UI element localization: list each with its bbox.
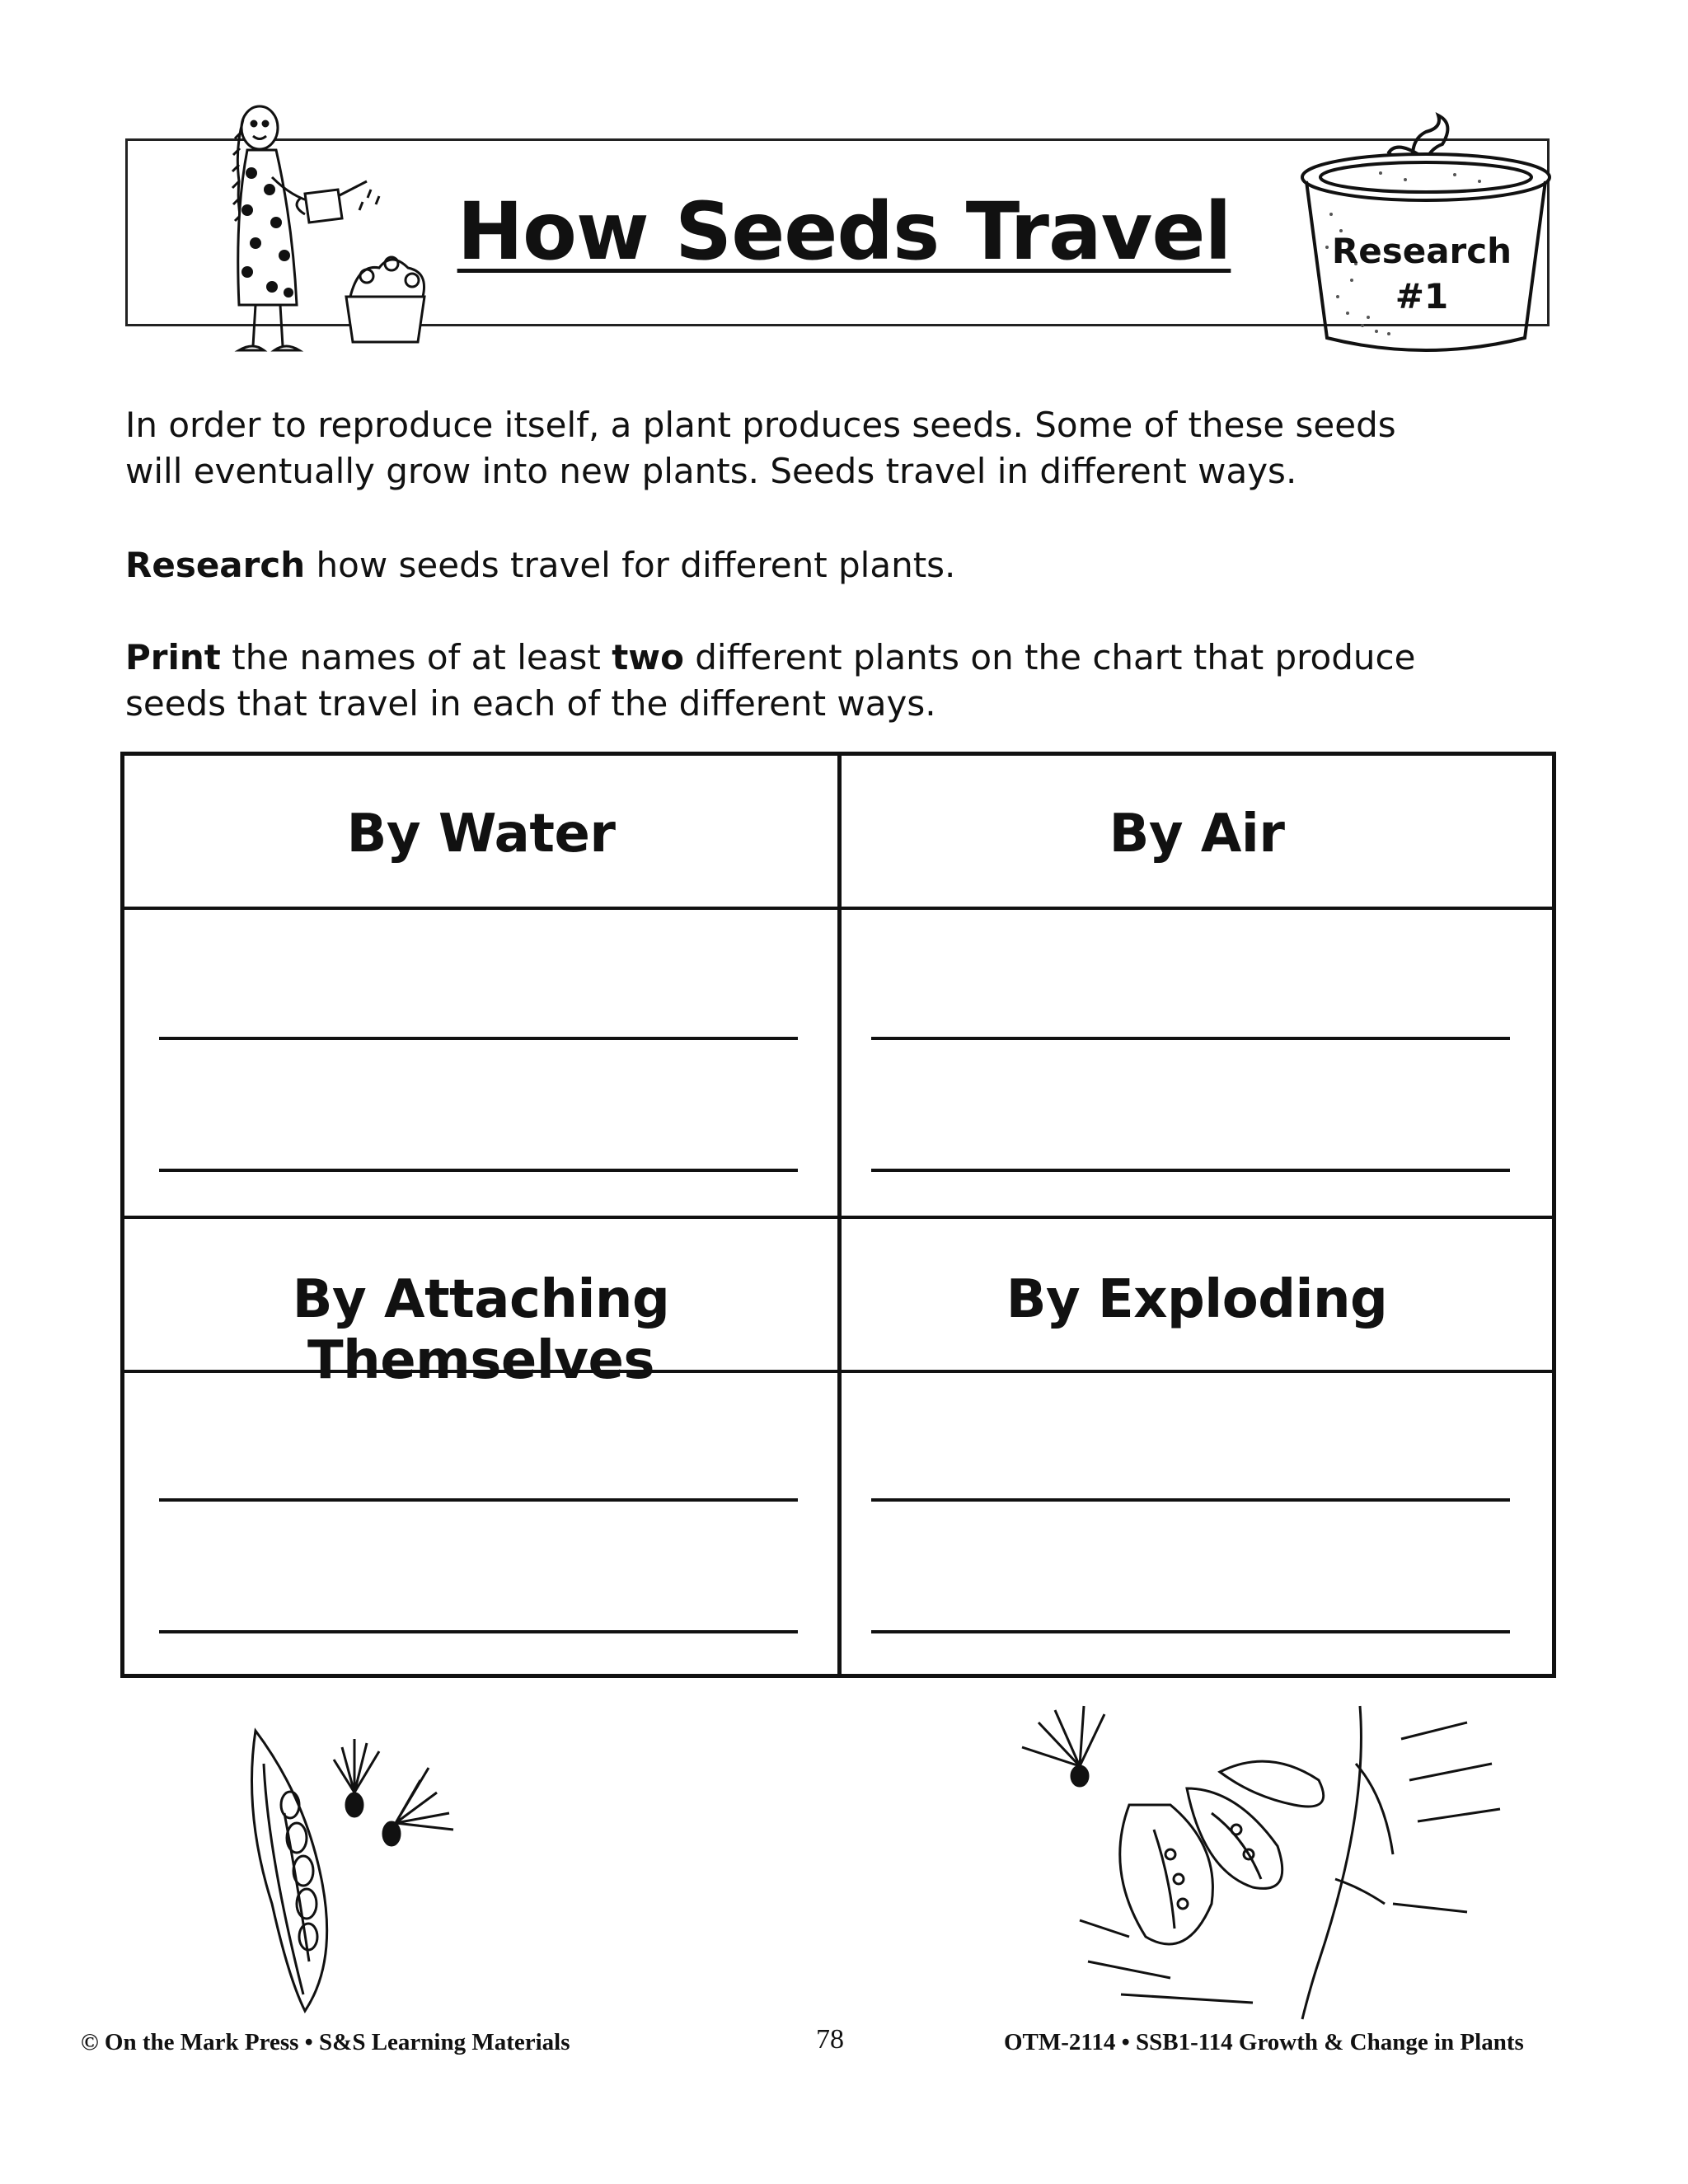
chart-header-by-attaching: By Attaching Themselves bbox=[292, 1269, 670, 1391]
answer-line-air-2[interactable] bbox=[871, 1169, 1510, 1172]
answer-line-attaching-2[interactable] bbox=[159, 1630, 798, 1633]
print-instruction-line-1 bbox=[125, 635, 1543, 681]
chart-header-by-air: By Air bbox=[1109, 804, 1285, 865]
footer-copyright: © On the Mark Press • S&S Learning Materials bbox=[81, 2029, 570, 2055]
milkweed-pods-illustration-right bbox=[1006, 1690, 1517, 2036]
chart-divider-vertical bbox=[837, 752, 842, 1678]
research-instruction bbox=[125, 542, 1543, 588]
intro-line-2: will eventually grow into new plants. Seeds travel in different ways. bbox=[125, 451, 1297, 491]
chart-divider-row-1 bbox=[120, 907, 1556, 910]
research-badge-label: Research bbox=[1331, 231, 1512, 271]
chart-header-by-water: By Water bbox=[346, 804, 616, 865]
answer-line-water-1[interactable] bbox=[159, 1037, 798, 1040]
research-instruction-text: how seeds travel for different plants. bbox=[305, 545, 956, 585]
intro-line-1: In order to reproduce itself, a plant produces seeds. Some of these seeds bbox=[125, 405, 1396, 445]
answer-line-air-1[interactable] bbox=[871, 1037, 1510, 1040]
print-instruction-line-2: seeds that travel in each of the different ways. bbox=[125, 683, 936, 724]
print-keyword: Print bbox=[125, 637, 221, 677]
print-instruction-text-b: different plants on the chart that produce bbox=[683, 637, 1416, 677]
research-keyword: Research bbox=[125, 545, 306, 585]
answer-line-attaching-1[interactable] bbox=[159, 1498, 798, 1502]
two-keyword: two bbox=[612, 637, 684, 677]
footer-page-number: 78 bbox=[816, 2024, 844, 2055]
research-badge-number: #1 bbox=[1395, 276, 1449, 316]
chart-divider-row-2 bbox=[120, 1216, 1556, 1219]
seed-pod-illustration-left bbox=[239, 1714, 511, 2019]
print-instruction bbox=[125, 635, 1543, 727]
intro-paragraph bbox=[125, 402, 1543, 494]
page-title: How Seeds Travel bbox=[457, 185, 1231, 278]
print-instruction-text-a: the names of at least bbox=[220, 637, 612, 677]
answer-line-exploding-2[interactable] bbox=[871, 1630, 1510, 1633]
answer-line-water-2[interactable] bbox=[159, 1169, 798, 1172]
answer-line-exploding-1[interactable] bbox=[871, 1498, 1510, 1502]
chart-header-by-exploding: By Exploding bbox=[1006, 1269, 1388, 1330]
footer-product-code: OTM-2114 • SSB1-114 Growth & Change in Plants bbox=[1004, 2029, 1524, 2055]
